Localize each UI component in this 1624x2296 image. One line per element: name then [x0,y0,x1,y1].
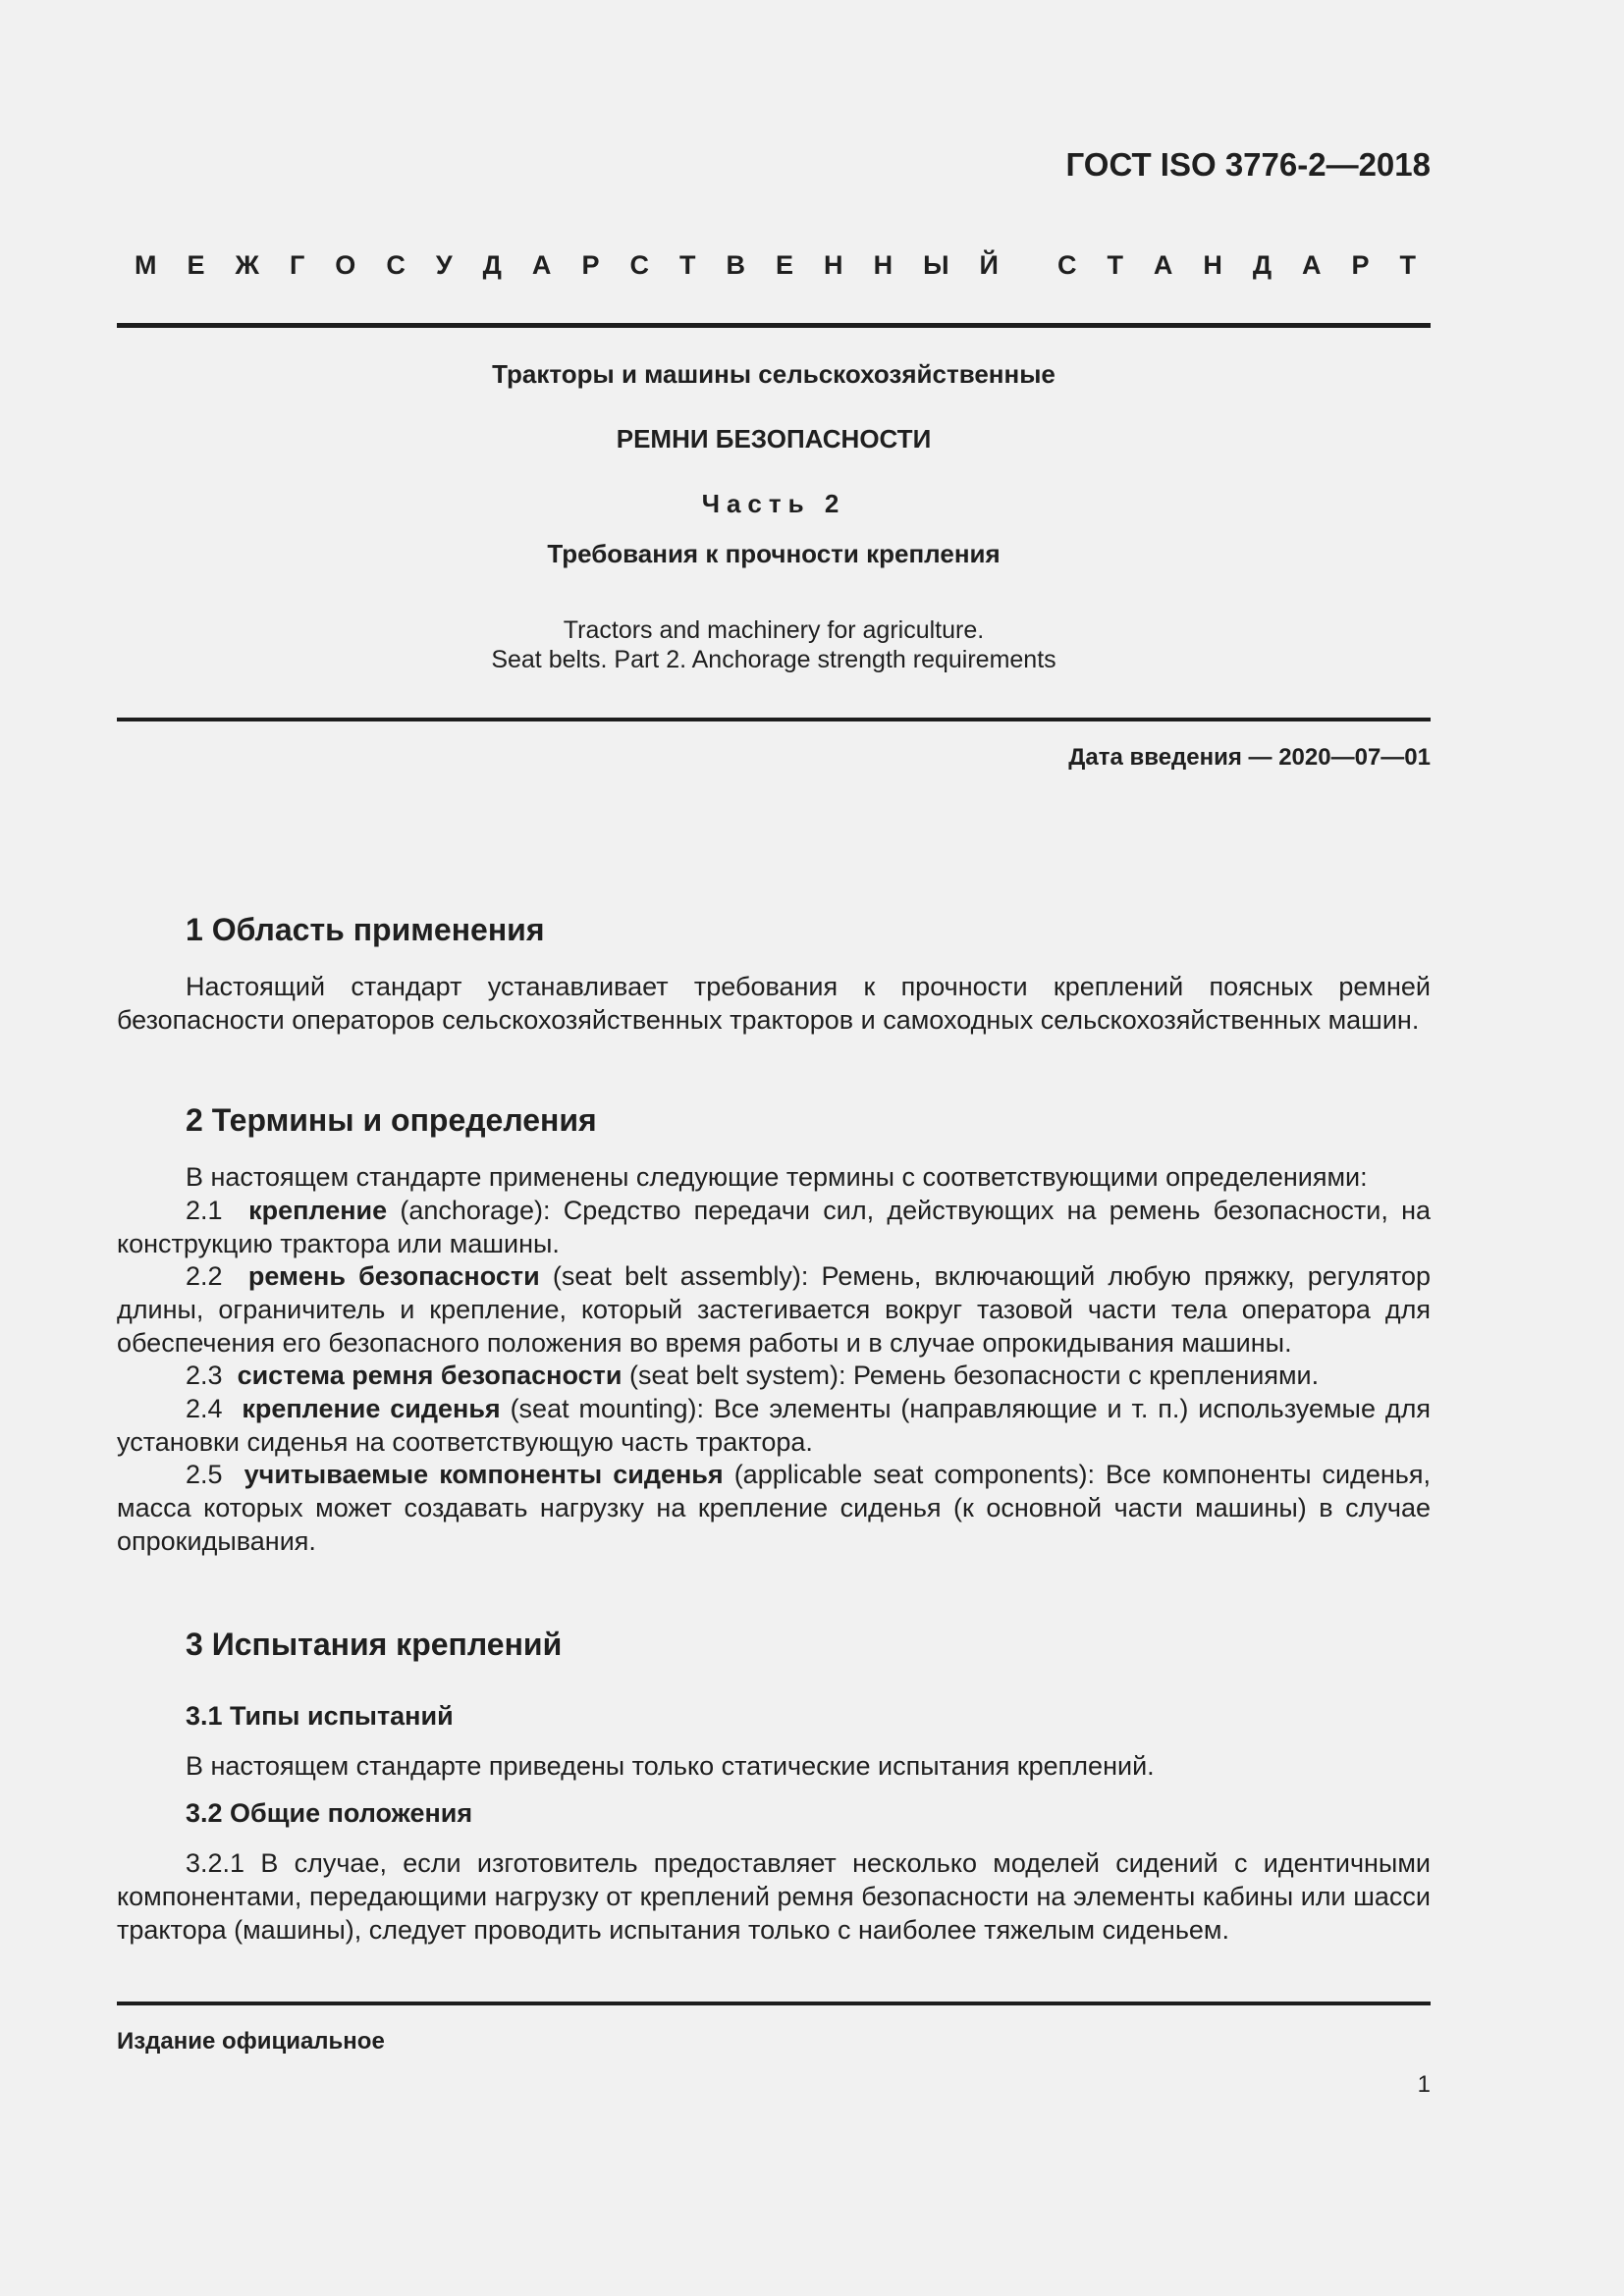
heading-letter: Е [187,250,205,280]
term-number: 2.4 [186,1394,223,1423]
term-2-5 [117,1458,1431,1558]
heading-letter: Н [873,250,893,280]
section3-1-heading: 3.1 Типы испытаний [186,1701,454,1731]
term-2-2 [117,1259,1431,1360]
term-english: (seat belt assembly) [539,1261,801,1291]
section3-heading: 3 Испытания креплений [186,1627,563,1662]
term-name: учитываемые компоненты сиденья [244,1460,724,1489]
heading-letter: Н [1203,250,1222,280]
term-name: система ремня безопасности [237,1361,623,1390]
term-english: (seat belt system) [622,1361,839,1390]
section3-1-text: В настоящем стандарте приведены только статические испытания креплений. [186,1751,1155,1781]
term-english: (anchorage) [387,1196,543,1225]
section3-2-1-text: 3.2.1 В случае, если изготовитель предоставляет несколько моделей сидений с идентичными компонентами, передающими нагрузку от креплений ремня безопасности на элементы кабины или шасси трактора (машины), следует проводить испытания только с наиболее тяжелым сиденьем. [117,1848,1431,1945]
section1-heading: 1 Область применения [186,912,545,947]
section1-text: Настоящий стандарт устанавливает требования к прочности креплений поясных ремней безопасности операторов сельскохозяйственных тракторов и самоходных сельскохозяйственных машин. [117,972,1431,1035]
term-2-1 [117,1194,1431,1260]
official-edition-label: Издание официальное [117,2028,385,2055]
heading-letter: Н [824,250,843,280]
section2-heading: 2 Термины и определения [186,1102,597,1138]
title-rule [117,718,1431,721]
heading-letter: Т [678,250,696,280]
title-line1: Тракторы и машины сельскохозяйственные [492,359,1056,389]
term-definition: : Средство передачи сил, действующих на ремень безопасности, на конструкцию трактора или машины. [117,1196,1431,1258]
heading-letter: А [1153,250,1173,280]
standard-type-heading [135,245,1416,285]
heading-letter: Т [1107,250,1123,280]
heading-letter: Р [581,250,600,280]
title-part: Часть 2 [701,489,846,518]
term-number: 2.3 [186,1361,223,1390]
title-line2: РЕМНИ БЕЗОПАСНОСТИ [616,424,932,454]
term-name: крепление [248,1196,388,1225]
term-number: 2.5 [186,1460,223,1489]
section3-2-heading: 3.2 Общие положения [186,1798,473,1828]
term-number: 2.1 [186,1196,223,1225]
heading-letter: Г [289,250,305,280]
page-number: 1 [1417,2071,1431,2098]
heading-letter: О [335,250,356,280]
introduction-date: Дата введения — 2020—07—01 [1068,744,1431,771]
heading-letter: С [386,250,406,280]
heading-letter: В [726,250,745,280]
heading-letter: Й [979,250,999,280]
heading-letter: А [1302,250,1322,280]
heading-letter: Д [482,250,502,280]
standard-word-standard [1057,245,1416,285]
section2-intro: В настоящем стандарте применены следующие термины с соответствующими определениями: [186,1162,1368,1192]
footer-rule [117,2002,1431,2005]
heading-letter: С [1057,250,1077,280]
term-name: ремень безопасности [247,1261,540,1291]
term-definition: : Ремень безопасности с креплениями. [839,1361,1320,1390]
term-2-4 [117,1392,1431,1459]
heading-letter: М [135,250,157,280]
heading-letter: Ы [923,250,949,280]
heading-letter: А [531,250,552,280]
term-english: (seat mounting) [500,1394,697,1423]
title-line4: Требования к прочности крепления [547,539,1001,568]
heading-letter: Т [1399,250,1416,280]
heading-letter: Р [1351,250,1370,280]
title-english-line2: Seat belts. Part 2. Anchorage strength requirements [491,646,1056,673]
term-2-3 [117,1359,1431,1392]
term-english: (applicable seat components) [723,1460,1088,1489]
title-english-line1: Tractors and machinery for agriculture. [563,616,985,644]
standard-word-interstate [135,245,999,285]
term-definition: : Все компоненты сиденья, масса которых может создавать нагрузку на крепление сиденья (к основной части машины) в случае опрокидывания. [117,1460,1431,1556]
heading-letter: Е [776,250,794,280]
heading-letter: У [435,250,453,280]
term-number: 2.2 [186,1261,223,1291]
heading-letter: Ж [235,250,259,280]
heading-letter: С [629,250,649,280]
heading-letter: Д [1252,250,1272,280]
term-name: крепление сиденья [242,1394,501,1423]
term-definition: : Ремень, включающий любую пряжку, регулятор длины, ограничитель и крепление, который застегивается вокруг тазовой части тела оператора для обеспечения его безопасного положения во время работы и в случае опрокидывания машины. [117,1261,1432,1358]
document-number: ГОСТ ISO 3776-2—2018 [1065,146,1431,183]
top-rule [117,323,1431,328]
term-definition: : Все элементы (направляющие и т. п.) используемые для установки сиденья на соответствующую часть трактора. [117,1394,1431,1457]
